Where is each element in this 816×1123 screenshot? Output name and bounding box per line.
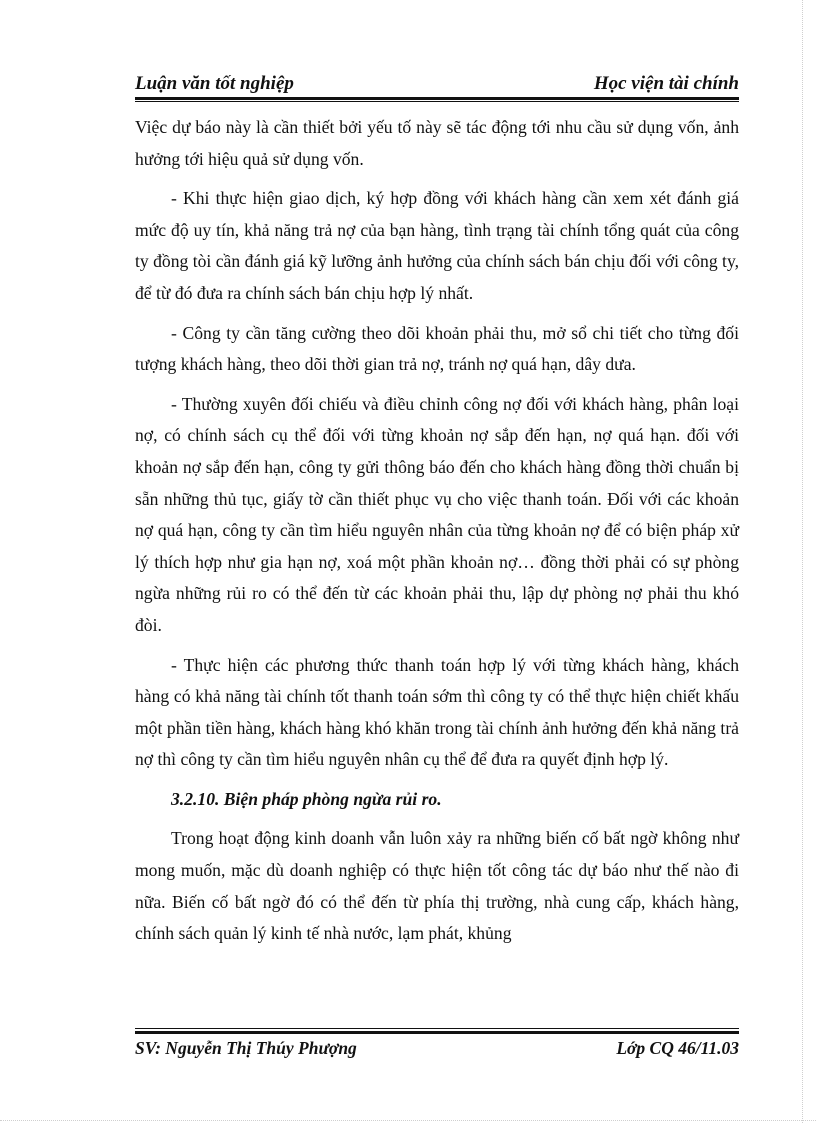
paragraph-2: - Khi thực hiện giao dịch, ký hợp đồng với khách hàng cần xem xét đánh giá mức độ uy tín, khả năng trả nợ của bạn hàng, tình trạng tài chính tổng quát của công ty đồng tòi cần đánh giá kỹ lưỡng ảnh hưởng của chính sách bán chịu đối với công ty, để từ đó đưa ra chính sách bán chịu hợp lý nhất. — [135, 188, 739, 303]
section-heading: 3.2.10. Biện pháp phòng ngừa rủi ro. — [171, 788, 442, 809]
footer-class-code: Lớp CQ 46/11.03 — [616, 1038, 739, 1058]
header-institution-label: Học viện tài chính — [593, 73, 739, 94]
paragraph-5: - Thực hiện các phương thức thanh toán hợp lý với từng khách hàng, khách hàng có khả năng tài chính tốt thanh toán sớm thì công ty có thể thực hiện chiết khấu một phần tiền hàng, khách hàng khó khăn trong tài chính ảnh hưởng đến khả năng trả nợ thì công ty cần tìm hiểu nguyên nhân cụ thể để đưa ra quyết định hợp lý. — [135, 654, 739, 770]
paragraph-6: Trong hoạt động kinh doanh vẫn luôn xảy ra những biến cố bất ngờ không như mong muốn, mặc dù doanh nghiệp có thực hiện tốt công tác dự báo như thế nào đi nữa. Biến cố bất ngờ đó có thể đến từ phía thị trường, nhà cung cấp, khách hàng, chính sách quản lý kinh tế nhà nước, lạm phát, khủng — [135, 828, 739, 944]
footer-student-name: SV: Nguyễn Thị Thúy Phượng — [135, 1038, 357, 1058]
paragraph-3: - Công ty cần tăng cường theo dõi khoản phải thu, mở sổ chi tiết cho từng đối tượng khách hàng, theo dõi thời gian trả nợ, tránh nợ quá hạn, dây dưa. — [135, 322, 739, 375]
paragraph-4: - Thường xuyên đối chiếu và điều chỉnh công nợ đối với khách hàng, phân loại nợ, có chính sách cụ thể đối với từng khoản nợ sắp đến hạn, nợ quá hạn. đối với khoản nợ sắp đến hạn, công ty gửi thông báo đến cho khách hàng đồng thời chuẩn bị sẵn những thủ tục, giấy tờ cần thiết phục vụ cho việc thanh toán. Đối với các khoản nợ quá hạn, công ty cần tìm hiểu nguyên nhân của từng khoản nợ để có biện pháp xử lý thích hợp như gia hạn nợ, xoá một phần khoản nợ… đồng thời phải có sự phòng ngừa những rủi ro có thể đến từ các khoản phải thu, lập dự phòng nợ phải thu khó đòi. — [135, 393, 739, 635]
page-edge-bottom — [0, 1120, 816, 1121]
page-edge-right — [802, 0, 803, 1123]
document-page — [135, 0, 739, 1123]
header-rule-thick — [135, 97, 739, 100]
document-body — [135, 112, 739, 958]
header-rule-thin — [135, 101, 739, 102]
page-footer — [135, 1038, 739, 1064]
page-header — [135, 70, 739, 98]
paragraph-1: Việc dự báo này là cần thiết bởi yếu tố này sẽ tác động tới nhu cầu sử dụng vốn, ảnh hưởng tới hiệu quả sử dụng vốn. — [135, 117, 739, 169]
footer-rule-thin — [135, 1028, 739, 1029]
header-thesis-label: Luận văn tốt nghiệp — [135, 73, 294, 94]
footer-rule-thick — [135, 1031, 739, 1034]
